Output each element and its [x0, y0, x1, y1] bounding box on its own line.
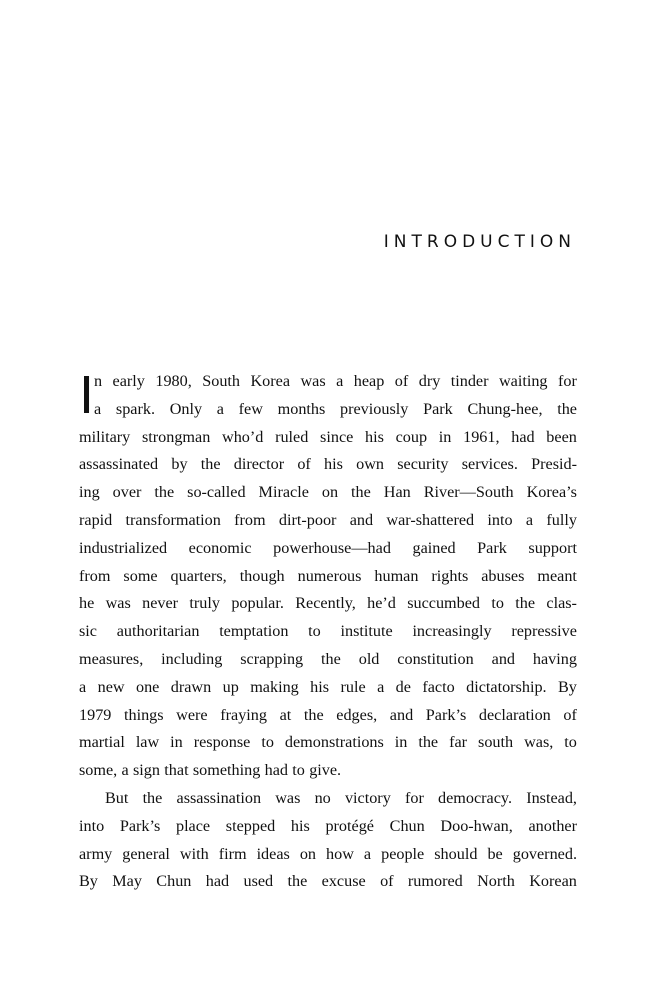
- word: since: [320, 427, 354, 446]
- word: how: [326, 844, 354, 863]
- word: in: [438, 427, 452, 446]
- word: truly: [189, 594, 220, 613]
- word: governed.: [512, 844, 577, 863]
- word: into: [487, 510, 513, 529]
- word: up: [222, 677, 239, 696]
- word: protégé: [325, 816, 374, 835]
- text-line: [79, 841, 577, 869]
- word: excuse: [321, 872, 366, 891]
- word: security: [397, 455, 449, 474]
- word: old: [358, 649, 380, 668]
- word: the: [154, 483, 175, 502]
- drop-cap: I: [79, 365, 95, 425]
- word: though: [239, 566, 285, 585]
- word: in: [394, 733, 408, 752]
- body-text: [79, 365, 577, 896]
- word: to: [564, 733, 577, 752]
- word: industrialized: [79, 538, 168, 557]
- word: give.: [309, 761, 342, 780]
- word: his: [365, 427, 384, 446]
- text-line: [79, 507, 577, 535]
- word: succumbed: [407, 594, 481, 613]
- word: meant: [537, 566, 577, 585]
- word: fully: [546, 510, 577, 529]
- text-line: [79, 813, 577, 841]
- word: for: [404, 788, 424, 807]
- word: never: [142, 594, 179, 613]
- word: no: [314, 788, 331, 807]
- paragraph-lines: [79, 365, 577, 896]
- word: and: [349, 510, 374, 529]
- text-line: [79, 674, 577, 702]
- word: the: [515, 594, 536, 613]
- word: Park: [423, 399, 453, 418]
- word: But: [105, 788, 129, 807]
- word: making: [250, 677, 299, 696]
- word: assassinated: [79, 455, 159, 474]
- word: temptation: [219, 622, 289, 641]
- word: the: [287, 872, 308, 891]
- text-line: [79, 451, 577, 479]
- word: democracy.: [438, 788, 513, 807]
- word: of: [563, 705, 577, 724]
- word: strongman: [141, 427, 211, 446]
- word: he: [79, 594, 95, 613]
- word: the: [351, 483, 371, 502]
- word: the: [557, 399, 577, 418]
- word: the: [303, 705, 324, 724]
- word: was: [300, 372, 326, 390]
- word: Korea’s: [526, 483, 577, 502]
- word: army: [79, 844, 113, 863]
- word: military: [79, 427, 131, 446]
- word: a: [79, 677, 87, 696]
- word: people: [381, 844, 425, 863]
- text-line: [79, 757, 577, 785]
- word: Park: [477, 538, 507, 557]
- word: rights: [431, 566, 469, 585]
- word: By: [558, 677, 577, 696]
- word: May: [112, 872, 142, 891]
- word: to: [261, 733, 274, 752]
- word: ruled: [275, 427, 309, 446]
- word: fraying: [220, 705, 267, 724]
- word: response: [193, 733, 251, 752]
- word: a: [121, 761, 129, 780]
- text-line: [79, 424, 577, 452]
- word: including: [161, 649, 223, 668]
- word: over: [112, 483, 142, 502]
- word: Chun: [156, 872, 192, 891]
- word: heap: [353, 372, 385, 390]
- word: North: [477, 872, 515, 891]
- text-line: [79, 646, 577, 674]
- word: dictatorship.: [466, 677, 547, 696]
- word: of: [380, 872, 394, 891]
- word: the: [321, 649, 341, 668]
- word: had: [511, 427, 535, 446]
- word: director: [233, 455, 285, 474]
- word: the: [200, 455, 221, 474]
- word: Only: [169, 399, 203, 418]
- word: Miracle: [258, 483, 309, 502]
- text-line: [79, 868, 577, 896]
- word: Park’s: [425, 705, 467, 724]
- word: south: [478, 733, 514, 752]
- word: by: [171, 455, 188, 474]
- word: victory: [344, 788, 391, 807]
- word: rumored: [407, 872, 463, 891]
- word: Instead,: [526, 788, 577, 807]
- text-line: [79, 590, 577, 618]
- text-line: [79, 396, 577, 424]
- word: some,: [79, 761, 118, 780]
- word: and: [491, 649, 516, 668]
- word: drawn: [170, 677, 212, 696]
- word: the: [142, 788, 163, 807]
- word: a: [525, 510, 534, 529]
- word: Chun: [389, 816, 425, 835]
- word: popular.: [231, 594, 284, 613]
- word: were: [176, 705, 208, 724]
- word: ideas: [256, 844, 290, 863]
- word: his: [310, 677, 330, 696]
- word: Korea: [250, 372, 291, 390]
- word: dry: [418, 372, 441, 390]
- word: de: [395, 677, 411, 696]
- word: things: [123, 705, 164, 724]
- word: River—South: [423, 483, 514, 502]
- word: a: [377, 677, 385, 696]
- word: own: [356, 455, 385, 474]
- text-line: [79, 702, 577, 730]
- word: Doo-hwan,: [440, 816, 513, 835]
- chapter-title: INTRODUCTION: [383, 232, 576, 252]
- word: 1980,: [155, 372, 192, 390]
- word: new: [97, 677, 125, 696]
- word: a: [94, 399, 102, 418]
- word: martial: [79, 733, 125, 752]
- word: of: [394, 372, 409, 390]
- word: on: [321, 483, 339, 502]
- word: with: [179, 844, 209, 863]
- word: 1979: [79, 705, 112, 724]
- word: so-called: [187, 483, 246, 502]
- word: at: [279, 705, 292, 724]
- word: on: [299, 844, 317, 863]
- word: constitution: [397, 649, 474, 668]
- word: law: [135, 733, 160, 752]
- word: n: [94, 372, 103, 390]
- word: Chung-hee,: [467, 399, 543, 418]
- word: assassination: [176, 788, 262, 807]
- word: his: [324, 455, 343, 474]
- word: few: [238, 399, 263, 418]
- word: demonstrations: [284, 733, 384, 752]
- word: some: [123, 566, 158, 585]
- word: sign: [133, 761, 160, 780]
- word: scrapping: [240, 649, 304, 668]
- word: abuses: [481, 566, 525, 585]
- word: quarters,: [170, 566, 227, 585]
- word: powerhouse—had: [273, 538, 391, 557]
- word: to: [491, 594, 504, 613]
- word: services.: [461, 455, 518, 474]
- word: early: [112, 372, 145, 390]
- word: transformation: [125, 510, 221, 529]
- word: one: [135, 677, 160, 696]
- word: gained: [412, 538, 456, 557]
- word: far: [449, 733, 468, 752]
- word: support: [528, 538, 577, 557]
- word: numerous: [297, 566, 362, 585]
- word: was: [105, 594, 131, 613]
- word: war-shattered: [386, 510, 475, 529]
- word: tinder: [450, 372, 489, 390]
- word: repressive: [511, 622, 577, 641]
- word: measures,: [79, 649, 144, 668]
- word: to: [308, 622, 321, 641]
- word: institute: [340, 622, 393, 641]
- word: general: [122, 844, 170, 863]
- word: be: [487, 844, 503, 863]
- word: facto: [422, 677, 455, 696]
- word: and: [389, 705, 414, 724]
- word: previously: [340, 399, 409, 418]
- word: Korean: [529, 872, 577, 891]
- word: declaration: [478, 705, 551, 724]
- word: that: [164, 761, 189, 780]
- word: was: [275, 788, 301, 807]
- text-line: [79, 618, 577, 646]
- word: Presid-: [531, 455, 577, 474]
- text-line: [79, 729, 577, 757]
- word: of: [297, 455, 311, 474]
- word: used: [243, 872, 274, 891]
- word: spark.: [115, 399, 155, 418]
- word: ing: [79, 483, 100, 502]
- word: coup: [395, 427, 428, 446]
- word: waiting: [498, 372, 548, 390]
- word: Han: [383, 483, 411, 502]
- word: had: [264, 761, 288, 780]
- word: authoritarian: [116, 622, 200, 641]
- word: rule: [340, 677, 366, 696]
- text-line: [79, 785, 577, 813]
- word: Recently,: [295, 594, 356, 613]
- word: stepped: [225, 816, 276, 835]
- word: Park’s: [119, 816, 161, 835]
- word: South: [202, 372, 241, 390]
- word: to: [292, 761, 305, 780]
- word: having: [532, 649, 577, 668]
- word: his: [290, 816, 310, 835]
- word: dirt-poor: [278, 510, 337, 529]
- text-line: [79, 479, 577, 507]
- word: another: [528, 816, 577, 835]
- word: rapid: [79, 510, 113, 529]
- word: firm: [218, 844, 247, 863]
- word: months: [277, 399, 326, 418]
- word: in: [170, 733, 183, 752]
- word: a: [216, 399, 224, 418]
- word: a: [363, 844, 372, 863]
- word: into: [79, 816, 105, 835]
- text-line: [79, 563, 577, 591]
- word: By: [79, 872, 98, 891]
- word: was,: [524, 733, 554, 752]
- word: he’d: [367, 594, 396, 613]
- word: a: [336, 372, 344, 390]
- word: 1961,: [463, 427, 500, 446]
- word: from: [79, 566, 111, 585]
- word: should: [434, 844, 478, 863]
- word: from: [234, 510, 266, 529]
- word: edges,: [336, 705, 378, 724]
- word: human: [374, 566, 419, 585]
- word: increasingly: [412, 622, 492, 641]
- word: place: [175, 816, 211, 835]
- word: been: [546, 427, 577, 446]
- word: who’d: [222, 427, 264, 446]
- word: economic: [188, 538, 252, 557]
- word: something: [192, 761, 261, 780]
- word: had: [205, 872, 230, 891]
- word: for: [557, 372, 577, 390]
- word: the: [418, 733, 439, 752]
- text-line: [79, 368, 577, 396]
- text-line: [79, 535, 577, 563]
- word: clas-: [546, 594, 577, 613]
- word: sic: [79, 622, 97, 641]
